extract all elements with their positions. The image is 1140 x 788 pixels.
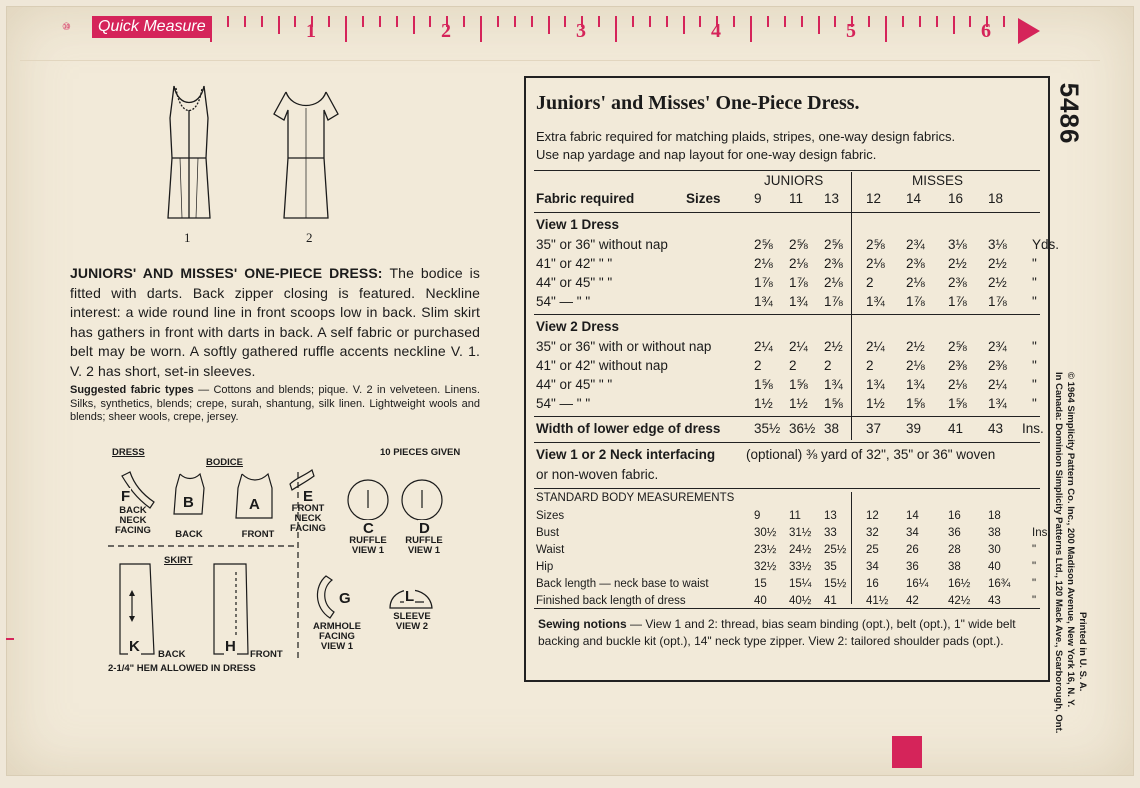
view1-title <box>536 216 1040 234</box>
unit-cell: Ins. <box>1032 527 1051 539</box>
pattern-description <box>70 264 480 381</box>
piece-letter-e: E <box>303 488 314 505</box>
row-label: 54" — " " <box>536 396 591 411</box>
table-cell: 30½ <box>754 527 777 539</box>
table-row <box>536 525 1051 542</box>
piece-label-k: BACK <box>158 649 186 660</box>
table-cell: 1⅞ <box>754 275 773 290</box>
ruler-number: 5 <box>846 20 856 42</box>
interfacing-line2: or non-woven fabric. <box>536 467 659 482</box>
piece-letter-c: C <box>363 520 374 537</box>
width-cell: 38 <box>824 421 840 436</box>
table-cell: 2⅛ <box>789 256 808 271</box>
width-cell: 35½ <box>754 421 781 436</box>
ruler-tick <box>834 16 836 27</box>
table-row <box>536 542 1040 559</box>
table-cell: 16 <box>948 510 961 522</box>
notions-body: — View 1 and 2: thread, bias seam binding (opt.), belt (opt.), 1" wide belt backing and buckle kit (opt.), 14" neck type zipper. View 2: tailored shoulder pads (opt.). <box>538 617 1016 648</box>
table-cell: 2⅝ <box>754 237 773 252</box>
piece-label-g: ARMHOLE FACING VIEW 1 <box>312 621 362 652</box>
row-label: Sizes <box>536 510 565 522</box>
ruler-tick <box>362 16 364 27</box>
table-cell: 15 <box>754 578 767 590</box>
row-label: 54" — " " <box>536 294 591 309</box>
dress-heading: DRESS <box>112 447 145 458</box>
table-cell: 2¼ <box>988 377 1007 392</box>
view2-title-text: View 2 Dress <box>536 319 620 334</box>
table-cell: 2⅛ <box>906 358 925 373</box>
table-cell: 2½ <box>824 339 843 354</box>
size-heading: 18 <box>988 191 1004 206</box>
table-cell: 36 <box>906 561 919 573</box>
pattern-pieces-diagram <box>100 442 500 682</box>
table-cell: 2 <box>754 358 762 373</box>
bodice-heading: BODICE <box>206 457 243 468</box>
row-label: Finished back length of dress <box>536 595 686 607</box>
unit-cell: " <box>1032 396 1037 411</box>
row-label: Bust <box>536 527 560 539</box>
table-cell: 12 <box>866 510 879 522</box>
size-heading: 11 <box>789 191 804 206</box>
misses-heading: MISSES <box>912 173 964 188</box>
table-cell: 2⅝ <box>789 237 808 252</box>
ruler-tick <box>598 16 600 27</box>
ruler-tick <box>936 16 938 27</box>
table-cell: 1⅞ <box>789 275 808 290</box>
ruler-tick <box>1003 16 1005 27</box>
ruler-tick <box>497 16 499 27</box>
ruler-tick <box>210 16 212 42</box>
ruler-number: 1 <box>306 20 316 42</box>
row-label: 41" or 42" " " <box>536 256 613 271</box>
table-row <box>536 576 1040 593</box>
table-cell: 2⅜ <box>948 358 967 373</box>
dress-illustrations <box>160 78 360 246</box>
rule <box>534 608 1040 609</box>
table-cell: 15¼ <box>789 578 812 590</box>
ruler-tick <box>615 16 617 42</box>
ruler-tick <box>345 16 347 42</box>
table-cell: 2½ <box>988 256 1007 271</box>
ruler-arrow-icon <box>1018 18 1040 44</box>
ruler-tick <box>328 16 330 27</box>
piece-label-b: BACK <box>175 529 203 540</box>
piece-letter-l: L <box>405 588 415 605</box>
ruler-tick <box>818 16 820 34</box>
width-cell: 36½ <box>789 421 816 436</box>
table-cell: 41½ <box>866 595 889 607</box>
rule <box>534 488 1040 489</box>
unit-cell: " <box>1032 339 1037 354</box>
table-cell: 26 <box>906 544 919 556</box>
table-row <box>536 236 1060 254</box>
table-row <box>536 376 1040 394</box>
size-heading: 13 <box>824 191 840 206</box>
row-label: 44" or 45" " " <box>536 377 613 392</box>
ruler-tick <box>396 16 398 27</box>
table-cell: 2⅝ <box>948 339 967 354</box>
ruler-number: 6 <box>981 20 991 42</box>
interfacing-title: View 1 or 2 Neck interfacing <box>536 447 716 462</box>
table-cell: 2⅛ <box>824 275 843 290</box>
width-unit: Ins. <box>1022 421 1044 436</box>
fabric-types-title: Suggested fabric types <box>70 384 194 396</box>
ruler-number: 2 <box>441 20 451 42</box>
table-cell: 24½ <box>789 544 812 556</box>
ruler-tick <box>953 16 955 34</box>
table-cell: 2⅝ <box>866 237 885 252</box>
table-cell: 2¾ <box>906 237 925 252</box>
table-cell: 1⅝ <box>948 396 967 411</box>
table-cell: 1⅝ <box>824 396 843 411</box>
table-cell: 38 <box>988 527 1001 539</box>
description-title: JUNIORS' AND MISSES' ONE-PIECE DRESS: <box>70 265 383 281</box>
interfacing-rest: (optional) ⅜ yard of 32", 35" or 36" woven <box>746 447 996 462</box>
ruler-number: 4 <box>711 20 721 42</box>
ruler-tick <box>666 16 668 27</box>
notions-title: Sewing notions <box>538 617 627 631</box>
interfacing-row-2 <box>536 466 1040 484</box>
ruler-tick <box>531 16 533 27</box>
envelope-color-tab <box>892 736 922 768</box>
table-cell: 25 <box>866 544 879 556</box>
ruler-tick <box>699 16 701 27</box>
ruler-circle-mark: ⑩ <box>62 22 71 33</box>
table-cell: 40 <box>754 595 767 607</box>
group-header-row <box>536 172 1040 190</box>
table-cell: 38 <box>948 561 961 573</box>
table-cell: 40½ <box>789 595 812 607</box>
table-cell: 42½ <box>948 595 971 607</box>
row-label: 35" or 36" with or without nap <box>536 339 712 354</box>
table-cell: 2½ <box>906 339 925 354</box>
body-measure-title: STANDARD BODY MEASUREMENTS <box>536 492 735 504</box>
table-cell: 16¼ <box>906 578 929 590</box>
table-cell: 2 <box>866 275 874 290</box>
table-cell: 1⅝ <box>789 377 808 392</box>
interfacing-row <box>536 446 1040 464</box>
sewing-notions <box>538 616 1046 650</box>
table-cell: 11 <box>789 510 801 522</box>
pattern-number-text: 5486 <box>1054 82 1085 145</box>
table-cell: 1¾ <box>988 396 1007 411</box>
table-cell: 23½ <box>754 544 777 556</box>
table-row <box>536 559 1040 576</box>
quick-measure-label: Quick Measure <box>92 16 212 38</box>
ruler-tick <box>801 16 803 27</box>
ruler-tick <box>261 16 263 27</box>
table-row <box>536 395 1040 413</box>
row-label: 35" or 36" without nap <box>536 237 668 252</box>
table-cell: 32½ <box>754 561 777 573</box>
fabric-required-label: Fabric required <box>536 191 635 206</box>
table-cell: 1⅞ <box>988 294 1007 309</box>
table-cell: 34 <box>866 561 879 573</box>
width-cell: 41 <box>948 421 964 436</box>
table-cell: 2¼ <box>754 339 773 354</box>
edge-mark <box>6 638 14 640</box>
unit-cell: " <box>1032 561 1037 573</box>
view2-number: 2 <box>306 230 313 245</box>
piece-letter-k: K <box>129 638 140 655</box>
row-label: 44" or 45" " " <box>536 275 613 290</box>
ruler-number: 3 <box>576 20 586 42</box>
table-row <box>536 255 1040 273</box>
pieces-given-label: 10 PIECES GIVEN <box>380 447 461 458</box>
piece-label-e: FRONT NECK FACING <box>290 503 326 534</box>
table-cell: 3⅛ <box>948 237 967 252</box>
ruler-tick <box>548 16 550 34</box>
ruler-tick <box>480 16 482 42</box>
piece-letter-d: D <box>419 520 430 537</box>
ruler-tick <box>244 16 246 27</box>
table-cell: 1½ <box>789 396 808 411</box>
piece-label-c: RUFFLE VIEW 1 <box>349 535 387 556</box>
size-heading: 16 <box>948 191 964 206</box>
ruler-tick <box>564 16 566 27</box>
description-body: The bodice is fitted with darts. Back zipper closing is featured. Neckline interest: a wide round line in front scoops low in back. Slim skirt has gathers in front with darts in back. A self fabric or purchased belt may be worn. A softly gathered ruffle accents neckline V. 1. V. 2 has short, set-in sleeves. <box>70 265 480 379</box>
width-cell: 37 <box>866 421 882 436</box>
piece-label-l: SLEEVE VIEW 2 <box>393 611 431 632</box>
table-row <box>536 357 1040 375</box>
table-cell: 42 <box>906 595 919 607</box>
ruler-tick <box>514 16 516 27</box>
ruler-tick <box>784 16 786 27</box>
piece-label-f: BACK NECK FACING <box>115 505 151 536</box>
table-cell: 2 <box>824 358 832 373</box>
rule <box>534 442 1040 443</box>
table-cell: 2⅝ <box>824 237 843 252</box>
size-heading: 9 <box>754 191 762 206</box>
table-cell: 33 <box>824 527 837 539</box>
ruler-tick <box>413 16 415 34</box>
piece-label-a: FRONT <box>241 529 275 540</box>
table-cell: 1¾ <box>824 377 843 392</box>
pattern-number <box>1052 80 1086 145</box>
piece-letter-h: H <box>225 638 236 655</box>
table-cell: 25½ <box>824 544 847 556</box>
table-cell: 16½ <box>948 578 971 590</box>
piece-letter-a: A <box>249 496 260 513</box>
ruler-tick <box>885 16 887 42</box>
table-cell: 16 <box>866 578 879 590</box>
ruler-tick <box>649 16 651 27</box>
table-cell: 3⅛ <box>988 237 1007 252</box>
row-label: Hip <box>536 561 554 573</box>
table-cell: 1⅝ <box>754 377 773 392</box>
width-cell: 43 <box>988 421 1004 436</box>
piece-letter-f: F <box>121 488 131 505</box>
piece-letter-g: G <box>339 590 351 607</box>
table-cell: 43 <box>988 595 1001 607</box>
copyright-line-1: © 1964 Simplicity Pattern Co. Inc., 200 Madison Avenue, New York 16, N. Y. <box>1065 372 1076 708</box>
table-cell: 2⅜ <box>948 275 967 290</box>
dress-sketch-icon <box>160 78 360 246</box>
rule <box>534 416 1040 417</box>
ruler-tick <box>767 16 769 27</box>
ruler-tick <box>379 16 381 27</box>
ruler-tick <box>278 16 280 34</box>
pieces-outline-icon <box>100 442 500 682</box>
sizes-label: Sizes <box>686 191 721 206</box>
table-cell: 32 <box>866 527 879 539</box>
copyright-line-2: In Canada: Dominion Simplicity Patterns Ltd., 120 Mack Ave., Scarborough, Ont. <box>1053 372 1064 734</box>
table-cell: 2 <box>866 358 874 373</box>
row-label: Waist <box>536 544 565 556</box>
skirt-heading: SKIRT <box>164 555 193 566</box>
ruler-tick <box>750 16 752 42</box>
table-cell: 1⅞ <box>824 294 843 309</box>
table-cell: 1½ <box>866 396 885 411</box>
unit-cell: " <box>1032 256 1037 271</box>
table-cell: 2¼ <box>866 339 885 354</box>
ruler-tick <box>969 16 971 27</box>
suggested-fabrics <box>70 384 480 425</box>
sizes-header-row <box>536 190 1040 208</box>
table-cell: 35 <box>824 561 837 573</box>
table-cell: 2½ <box>948 256 967 271</box>
table-cell: 1½ <box>754 396 773 411</box>
table-cell: 18 <box>988 510 1001 522</box>
table-cell: 2⅛ <box>906 275 925 290</box>
table-cell: 1¾ <box>789 294 808 309</box>
width-label: Width of lower edge of dress <box>536 421 721 436</box>
printed-in: Printed in U. S. A. <box>1077 612 1088 692</box>
unit-cell: " <box>1032 595 1037 607</box>
width-row <box>536 420 1044 438</box>
table-cell: 2¼ <box>789 339 808 354</box>
ruler-tick <box>227 16 229 27</box>
width-cell: 39 <box>906 421 922 436</box>
ruler-tick <box>919 16 921 27</box>
piece-label-h: FRONT <box>250 649 283 660</box>
ruler-tick <box>733 16 735 27</box>
table-cell: 36 <box>948 527 961 539</box>
ruler-tick <box>683 16 685 34</box>
ruler-tick <box>429 16 431 27</box>
table-cell: 14 <box>906 510 919 522</box>
table-cell: 2 <box>789 358 797 373</box>
rule <box>534 314 1040 315</box>
view1-title-text: View 1 Dress <box>536 217 620 232</box>
table-cell: 31½ <box>789 527 812 539</box>
unit-cell: " <box>1032 358 1037 373</box>
extra-line-1: Extra fabric required for matching plaids, stripes, one-way design fabrics. <box>536 129 956 144</box>
body-measure-title-row <box>536 490 1040 507</box>
view2-title <box>536 318 1040 336</box>
hem-note: 2-1/4" HEM ALLOWED IN DRESS <box>108 663 256 674</box>
unit-cell: " <box>1032 294 1037 309</box>
fabric-types-body: — Cottons and blends; pique. V. 2 in velveteen. Linens. Silks, synthetics, blends; crepe, surah, shantung, silk linen. Lightweight wools and blends; sheer wools, crepe, jersey. <box>70 384 480 423</box>
table-cell: 2⅛ <box>866 256 885 271</box>
piece-letter-b: B <box>183 494 194 511</box>
ruler-tick <box>463 16 465 27</box>
unit-cell: " <box>1032 578 1037 590</box>
copyright-block <box>1053 372 1092 734</box>
table-cell: 28 <box>948 544 961 556</box>
table-cell: 1¾ <box>754 294 773 309</box>
rule <box>534 170 1040 171</box>
table-cell: 15½ <box>824 578 847 590</box>
table-row <box>536 274 1040 292</box>
table-cell: 16¾ <box>988 578 1011 590</box>
table-cell: 13 <box>824 510 837 522</box>
table-cell: 1⅞ <box>906 294 925 309</box>
table-row <box>536 508 1040 525</box>
row-label: 41" or 42" without nap <box>536 358 668 373</box>
ruler-tick <box>868 16 870 27</box>
table-cell: 2½ <box>988 275 1007 290</box>
table-cell: 2¾ <box>988 339 1007 354</box>
unit-cell: " <box>1032 544 1037 556</box>
unit-cell: " <box>1032 377 1037 392</box>
ruler-tick <box>902 16 904 27</box>
chart-title: Juniors' and Misses' One-Piece Dress. <box>536 92 860 114</box>
size-heading: 14 <box>906 191 922 206</box>
table-cell: 1¾ <box>866 294 885 309</box>
unit-cell: Yds. <box>1032 237 1060 252</box>
table-cell: 2⅛ <box>754 256 773 271</box>
table-cell: 40 <box>988 561 1001 573</box>
table-cell: 2⅛ <box>948 377 967 392</box>
ruler-tick <box>632 16 634 27</box>
table-cell: 1⅞ <box>948 294 967 309</box>
table-cell: 1⅝ <box>906 396 925 411</box>
unit-cell: " <box>1032 275 1037 290</box>
extra-fabric-note <box>536 128 955 164</box>
table-cell: 30 <box>988 544 1001 556</box>
table-cell: 33½ <box>789 561 812 573</box>
size-heading: 12 <box>866 191 882 206</box>
table-cell: 1¾ <box>866 377 885 392</box>
table-row <box>536 338 1040 356</box>
row-label: Back length — neck base to waist <box>536 578 709 590</box>
quick-measure-ruler <box>92 14 1040 46</box>
table-cell: 34 <box>906 527 919 539</box>
table-cell: 2⅜ <box>988 358 1007 373</box>
piece-label-d: RUFFLE VIEW 1 <box>405 535 443 556</box>
table-cell: 2⅜ <box>824 256 843 271</box>
table-cell: 9 <box>754 510 761 522</box>
table-cell: 2⅜ <box>906 256 925 271</box>
ruler-tick <box>294 16 296 27</box>
table-cell: 1¾ <box>906 377 925 392</box>
ruler-scale <box>214 16 1034 42</box>
table-row <box>536 293 1040 311</box>
juniors-heading: JUNIORS <box>764 173 824 188</box>
extra-line-2: Use nap yardage and nap layout for one-way design fabric. <box>536 147 877 162</box>
view1-number: 1 <box>184 230 191 245</box>
table-cell: 41 <box>824 595 837 607</box>
rule <box>534 212 1040 213</box>
